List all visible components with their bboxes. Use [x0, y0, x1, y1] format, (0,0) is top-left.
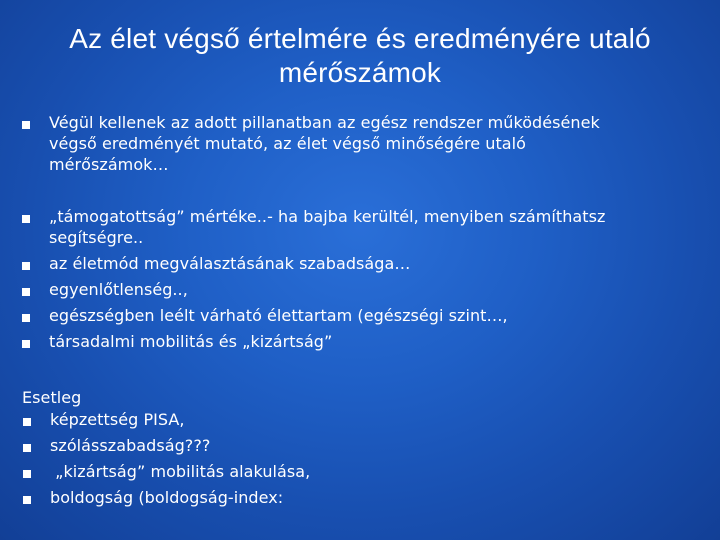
square-bullet-icon [23, 470, 31, 478]
list-item-line: „támogatottság” mértéke..- ha bajba kerültél, menyiben számíthatsz [49, 207, 606, 226]
esetleg-label: Esetleg [22, 388, 82, 407]
list-item-line: Végül kellenek az adott pillanatban az egész rendszer működésének [49, 113, 600, 132]
square-bullet-icon [23, 496, 31, 504]
square-bullet-icon [23, 444, 31, 452]
list-item: képzettség PISA, [50, 410, 185, 429]
list-item-line: az életmód megválasztásának szabadsága… [49, 254, 411, 273]
square-bullet-icon [23, 418, 31, 426]
square-bullet-icon [22, 314, 30, 322]
list-item-line: egyenlőtlenség.., [49, 280, 188, 299]
square-bullet-icon [22, 288, 30, 296]
list-item-line: társadalmi mobilitás és „kizártság” [49, 332, 333, 351]
square-bullet-icon [22, 121, 30, 129]
square-bullet-icon [22, 340, 30, 348]
list-item: „kizártság” mobilitás alakulása, [50, 462, 311, 481]
slide-title-line-2: mérőszámok [278, 57, 442, 88]
list-item: boldogság (boldogság-index: [50, 488, 284, 507]
list-item-line: mérőszámok… [49, 155, 169, 174]
square-bullet-icon [22, 262, 30, 270]
list-item-line: végső eredményét mutató, az élet végső minőségére utaló [49, 134, 526, 153]
list-item: szólásszabadság??? [50, 436, 211, 455]
square-bullet-icon [22, 215, 30, 223]
list-item-line: segítségre.. [49, 228, 144, 247]
slide-title-line-1: Az élet végső értelmére és eredményére utaló [69, 23, 651, 54]
list-item-line: egészségben leélt várható élettartam (egészségi szint…, [49, 306, 508, 325]
